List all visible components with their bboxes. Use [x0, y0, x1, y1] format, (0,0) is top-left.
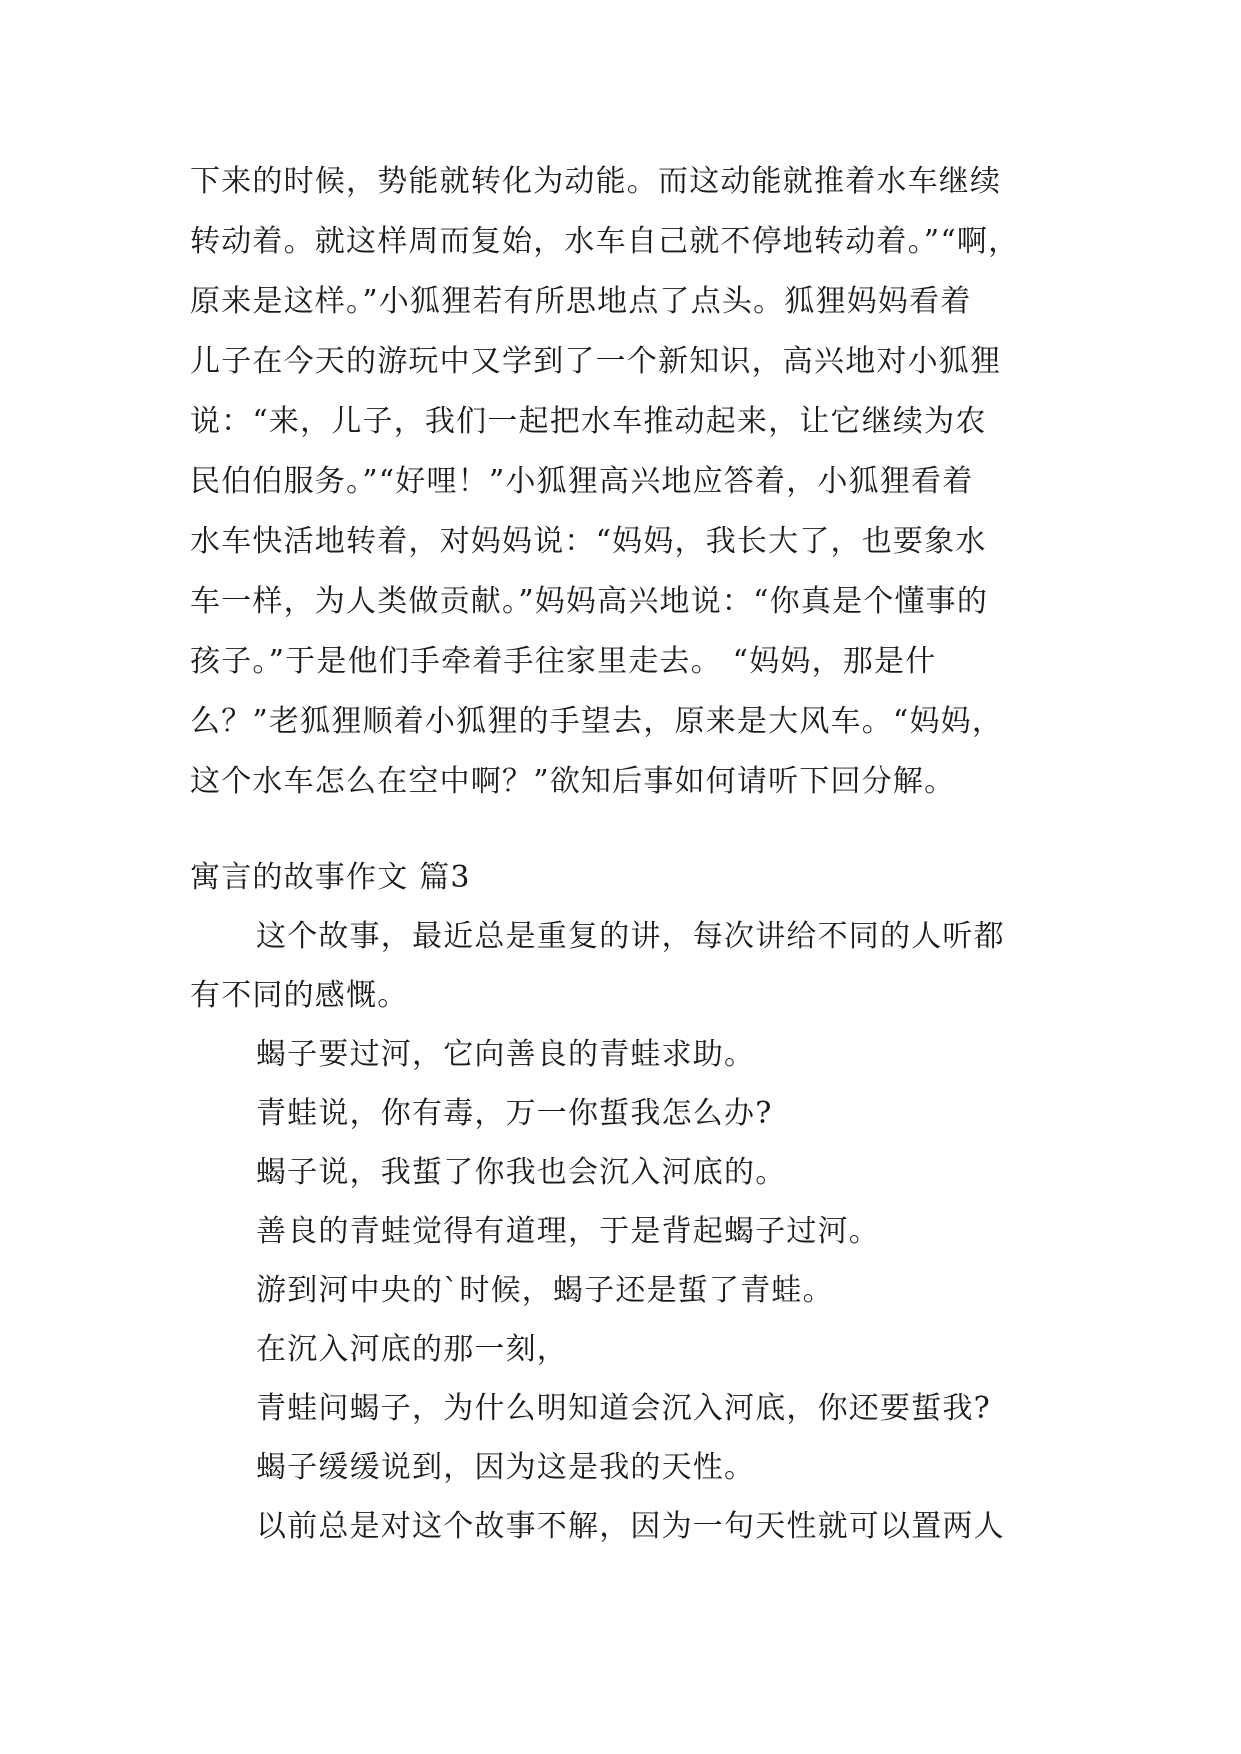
paragraph-line: 善良的青蛙觉得有道理，于是背起蝎子过河。	[256, 1214, 880, 1249]
paragraph-line: 转动着。就这样周而复始，水车自己就不停地转动着。”“啊，	[190, 224, 1020, 259]
paragraph-line: 蝎子要过河，它向善良的青蛙求助。	[256, 1037, 756, 1072]
paragraph-line: 青蛙问蝎子，为什么明知道会沉入河底，你还要蜇我?	[256, 1391, 991, 1426]
paragraph-line: 以前总是对这个故事不解，因为一句天性就可以置两人	[256, 1509, 1005, 1544]
paragraph-line: 青蛙说，你有毒，万一你蜇我怎么办?	[256, 1096, 773, 1131]
paragraph-line: 孩子。”于是他们手牵着手往家里走去。 “妈妈，那是什	[190, 644, 937, 679]
story-section-3	[190, 848, 1070, 1556]
paragraph-line: 民伯伯服务。”“好哩！”小狐狸高兴地应答着，小狐狸看着	[190, 464, 974, 499]
section-heading: 寓言的故事作文 篇3	[190, 860, 471, 895]
paragraph-line: 水车快活地转着，对妈妈说：“妈妈，我长大了，也要象水	[190, 524, 987, 559]
paragraph-line: 下来的时候，势能就转化为动能。而这动能就推着水车继续	[190, 164, 1002, 199]
paragraph-line: 游到河中央的`时候，蝎子还是蜇了青蛙。	[256, 1273, 834, 1308]
paragraph-line: 车一样，为人类做贡献。”妈妈高兴地说：“你真是个懂事的	[190, 584, 989, 619]
story-continuation	[190, 152, 1070, 812]
paragraph-line: 有不同的感慨。	[190, 978, 409, 1013]
paragraph-line: 这个故事，最近总是重复的讲，每次讲给不同的人听都	[256, 919, 1005, 954]
paragraph-line: 蝎子缓缓说到，因为这是我的天性。	[256, 1450, 756, 1485]
paragraph-line: 么？”老狐狸顺着小狐狸的手望去，原来是大风车。“妈妈，	[190, 704, 1004, 739]
paragraph-line: 蝎子说，我蜇了你我也会沉入河底的。	[256, 1155, 787, 1190]
paragraph-line: 原来是这样。”小狐狸若有所思地点了点头。狐狸妈妈看着	[190, 284, 972, 319]
paragraph-line: 在沉入河底的那一刻，	[256, 1332, 568, 1367]
paragraph-line: 儿子在今天的游玩中又学到了一个新知识，高兴地对小狐狸	[190, 344, 1002, 379]
paragraph-line: 说：“来，儿子，我们一起把水车推动起来，让它继续为农	[190, 404, 987, 439]
paragraph-line: 这个水车怎么在空中啊？”欲知后事如何请听下回分解。	[190, 764, 956, 799]
